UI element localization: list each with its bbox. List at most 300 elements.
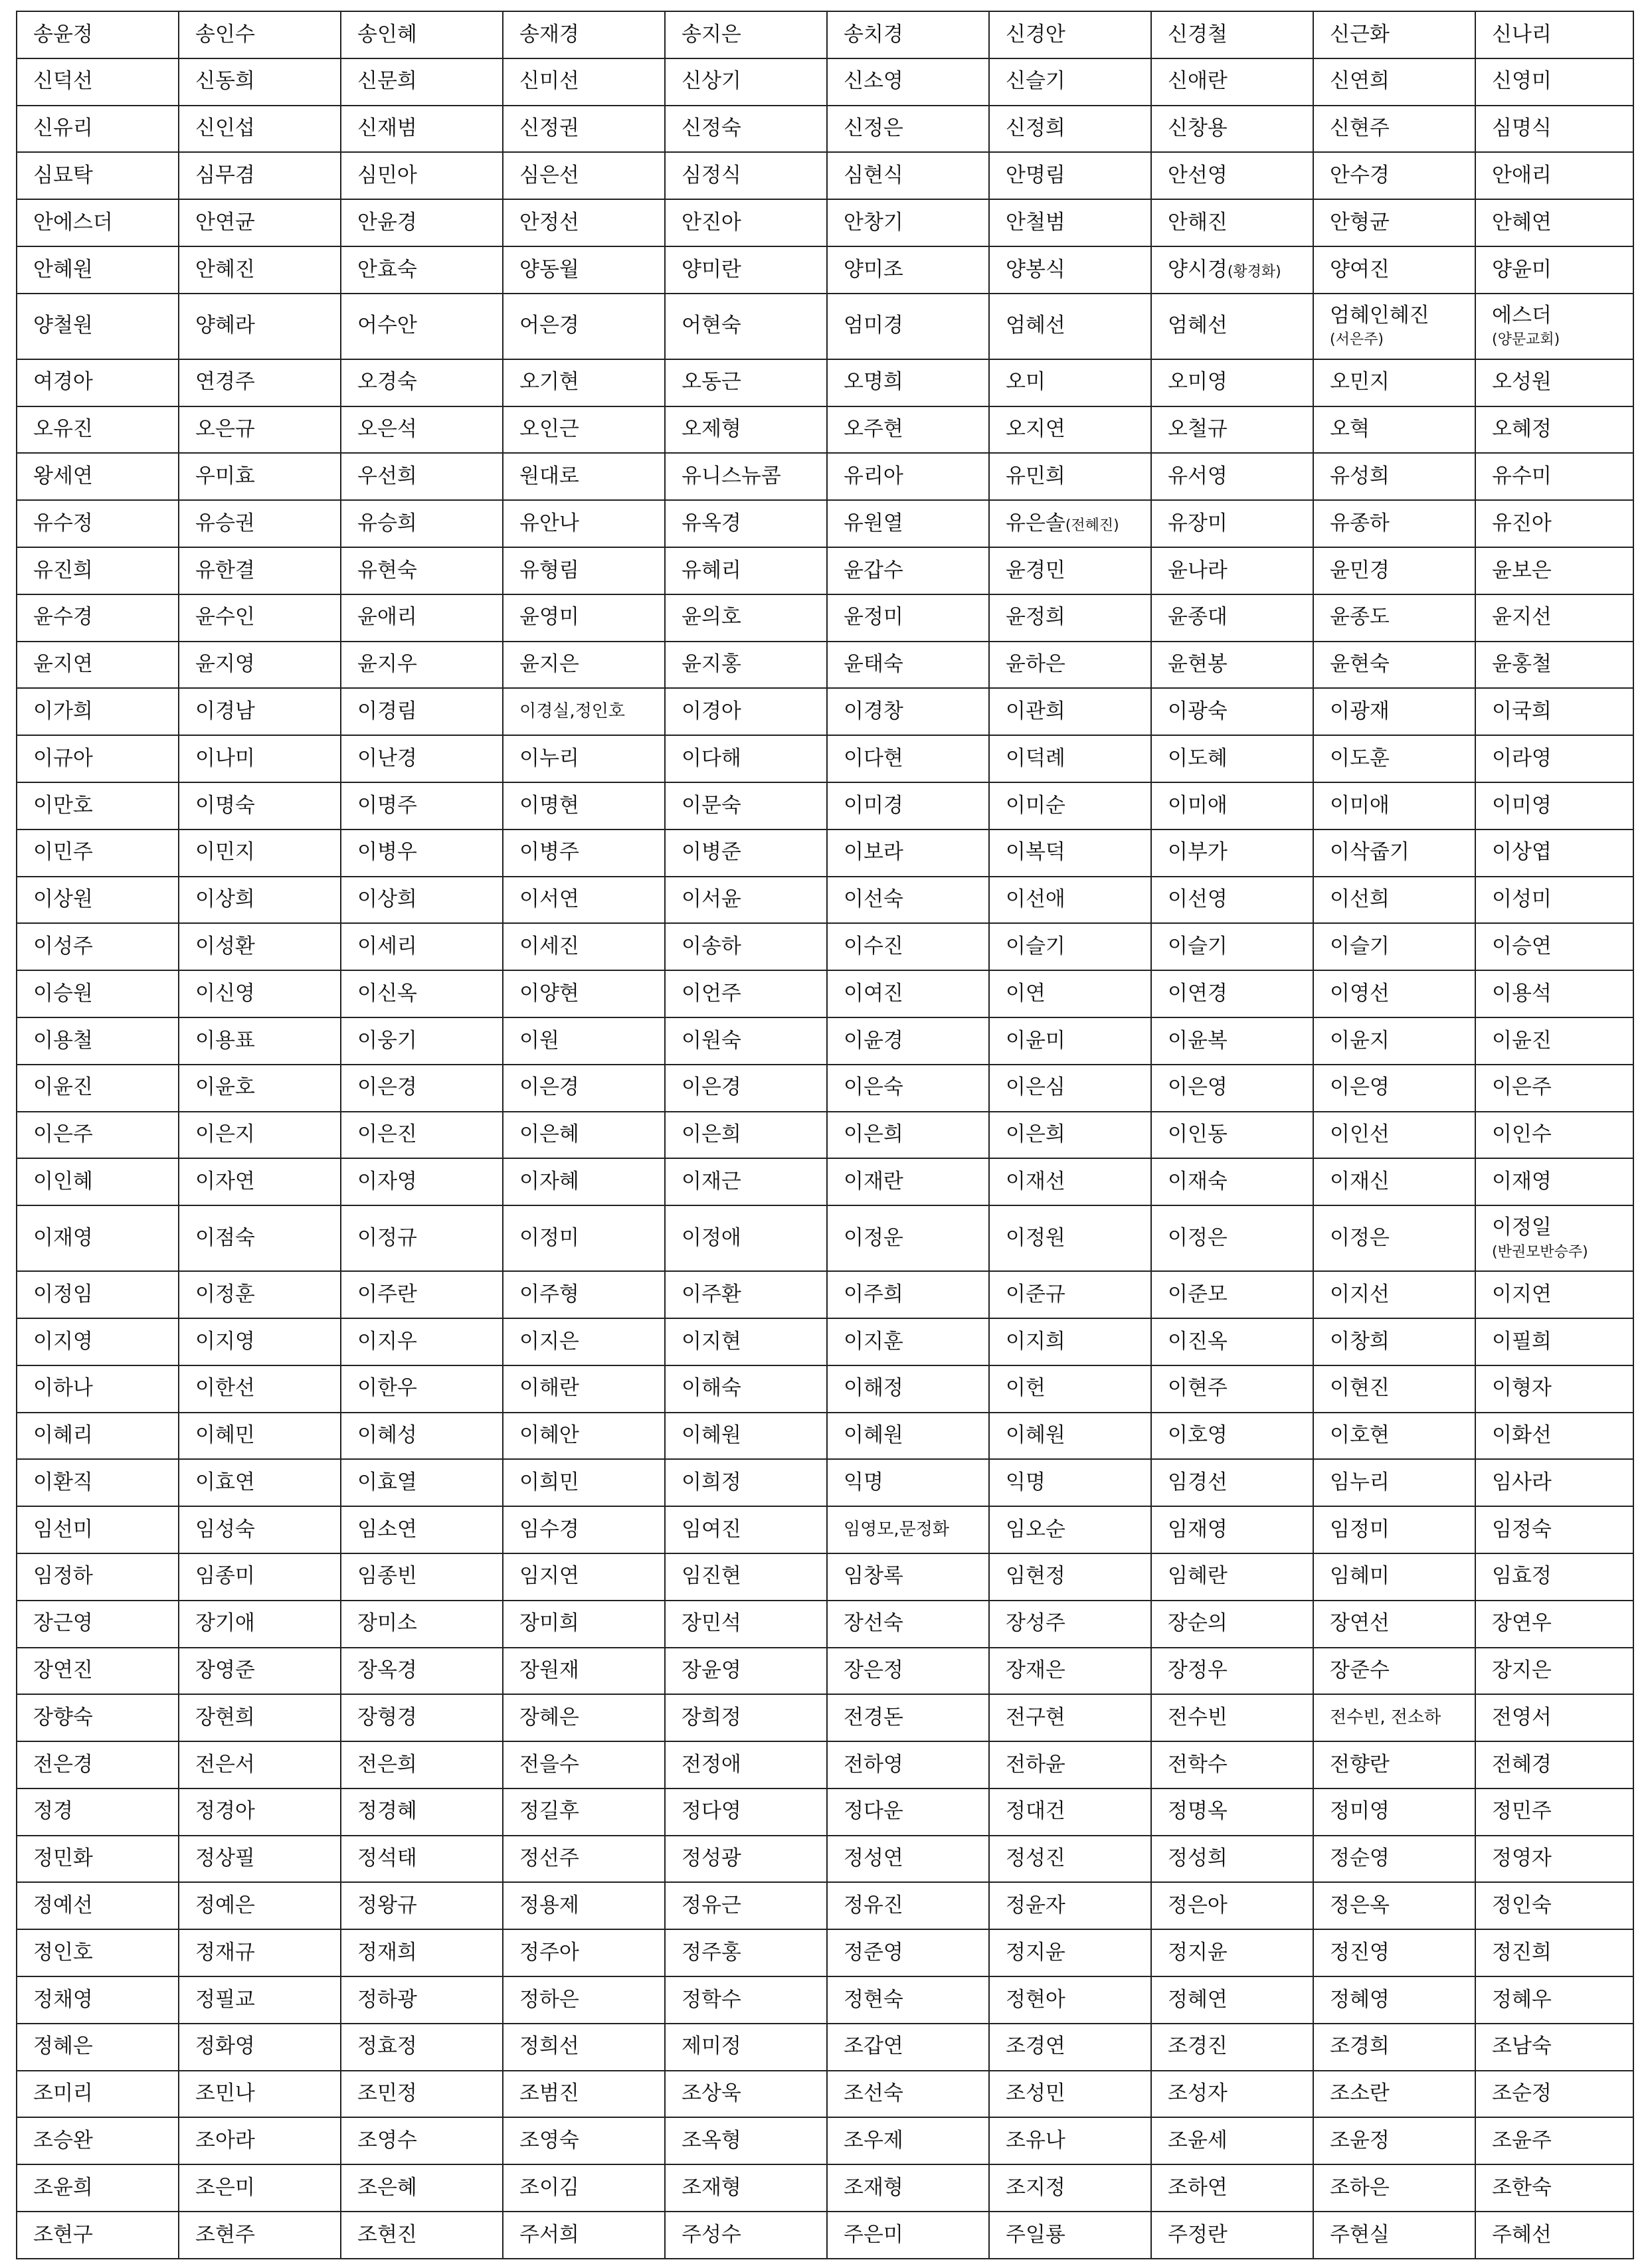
name-cell: 정혜은 [17,2024,179,2071]
name-text: 유은솔 [1006,511,1065,535]
name-cell: 정하은 [503,1976,665,2024]
name-cell: 이여진 [827,970,989,1017]
name-cell: 장연선 [1313,1601,1475,1648]
name-cell: 이현주 [1151,1365,1313,1413]
name-cell: 이화선 [1475,1413,1633,1460]
name-cell: 양윤미 [1475,246,1633,294]
table-row [17,406,1633,454]
name-cell: 전은서 [179,1741,341,1788]
name-cell: 정주아 [503,1929,665,1976]
name-cell [1313,294,1475,359]
name-cell: 장지은 [1475,1648,1633,1695]
name-cell: 이정은 [1151,1205,1313,1271]
name-cell: 양미란 [665,246,827,294]
name-cell: 이주환 [665,1271,827,1318]
name-cell: 정길후 [503,1788,665,1836]
name-cell: 정지윤 [989,1929,1151,1976]
name-cell: 송지은 [665,11,827,58]
name-cell: 윤종도 [1313,594,1475,642]
name-cell: 장선숙 [827,1601,989,1648]
name-cell: 윤지은 [503,642,665,689]
name-cell: 조민나 [179,2071,341,2118]
table-row [17,1648,1633,1695]
name-cell: 양동월 [503,246,665,294]
name-cell: 이성환 [179,923,341,970]
name-cell: 이병준 [665,829,827,877]
name-annotation: (서은주) [1330,331,1384,349]
name-cell: 오성원 [1475,359,1633,406]
name-cell: 안윤경 [341,199,503,246]
name-cell: 주은미 [827,2212,989,2259]
name-cell: 이혜리 [17,1413,179,1460]
name-cell: 조순정 [1475,2071,1633,2118]
name-cell: 송인수 [179,11,341,58]
name-cell: 이미영 [1475,782,1633,829]
name-cell: 이연경 [1151,970,1313,1017]
name-cell: 이은지 [179,1112,341,1159]
name-cell: 조지정 [989,2164,1151,2212]
name-cell: 신슬기 [989,58,1151,106]
name-cell: 이광숙 [1151,688,1313,735]
name-cell: 주성수 [665,2212,827,2259]
table-row [17,1318,1633,1365]
table-row [17,2212,1633,2259]
table-row [17,735,1633,782]
name-cell: 이미순 [989,782,1151,829]
table-row [17,453,1633,500]
name-cell: 이병우 [341,829,503,877]
name-cell: 익명 [989,1459,1151,1506]
name-cell: 우선희 [341,453,503,500]
name-cell: 이혜원 [827,1413,989,1460]
name-cell: 양혜라 [179,294,341,359]
name-cell: 심은선 [503,152,665,199]
name-cell: 이현진 [1313,1365,1475,1413]
name-cell: 이정은 [1313,1205,1475,1271]
name-cell: 이정규 [341,1205,503,1271]
name-cell: 이주형 [503,1271,665,1318]
name-cell: 이은경 [341,1065,503,1112]
name-cell: 조재형 [665,2164,827,2212]
name-cell: 정민화 [17,1836,179,1883]
name-cell: 이병주 [503,829,665,877]
name-cell: 임재영 [1151,1506,1313,1553]
name-cell: 윤종대 [1151,594,1313,642]
name-cell: 이은주 [1475,1065,1633,1112]
name-cell: 안명림 [989,152,1151,199]
name-cell: 정예은 [179,1882,341,1929]
name-cell: 정인숙 [1475,1882,1633,1929]
table-row [17,1882,1633,1929]
name-cell: 윤애리 [341,594,503,642]
name-cell: 이정훈 [179,1271,341,1318]
name-cell: 유옥경 [665,500,827,547]
name-cell: 윤정미 [827,594,989,642]
name-cell: 조현주 [179,2212,341,2259]
name-cell: 정현아 [989,1976,1151,2024]
table-row [17,1065,1633,1112]
name-cell: 이호현 [1313,1413,1475,1460]
name-cell: 엄혜선 [1151,294,1313,359]
table-row [17,1506,1633,1553]
name-cell: 임선미 [17,1506,179,1553]
name-cell: 임창록 [827,1553,989,1601]
name-cell: 유리아 [827,453,989,500]
name-cell: 이정애 [665,1205,827,1271]
name-cell [989,500,1151,547]
name-cell: 심현식 [827,152,989,199]
name-cell: 이보라 [827,829,989,877]
name-cell: 이선숙 [827,877,989,924]
name-cell: 정혜영 [1313,1976,1475,2024]
table-row [17,970,1633,1017]
name-cell: 임소연 [341,1506,503,1553]
name-cell: 이은혜 [503,1112,665,1159]
table-row [17,1836,1633,1883]
name-cell: 신애란 [1151,58,1313,106]
name-cell: 엄혜선 [989,294,1151,359]
name-cell: 이지연 [1475,1271,1633,1318]
name-cell: 이승연 [1475,923,1633,970]
name-cell: 전영서 [1475,1694,1633,1741]
name-cell: 임효정 [1475,1553,1633,1601]
name-cell: 정혜연 [1151,1976,1313,2024]
name-cell: 이양현 [503,970,665,1017]
name-cell: 장재은 [989,1648,1151,1695]
table-row [17,152,1633,199]
name-cell: 조범진 [503,2071,665,2118]
name-cell: 유성희 [1313,453,1475,500]
table-row [17,2024,1633,2071]
name-cell: 장연우 [1475,1601,1633,1648]
name-cell: 이은심 [989,1065,1151,1112]
table-row [17,1741,1633,1788]
table-row [17,1112,1633,1159]
name-cell: 유서영 [1151,453,1313,500]
name-cell: 유승권 [179,500,341,547]
name-cell: 이삭줍기 [1313,829,1475,877]
name-cell: 윤지선 [1475,594,1633,642]
name-cell: 안수경 [1313,152,1475,199]
name-cell: 신정숙 [665,106,827,153]
name-cell: 장향숙 [17,1694,179,1741]
name-cell: 조옥형 [665,2117,827,2164]
name-cell: 이상희 [179,877,341,924]
name-cell: 조갑연 [827,2024,989,2071]
name-cell: 윤하은 [989,642,1151,689]
name-cell: 신현주 [1313,106,1475,153]
name-cell: 이한우 [341,1365,503,1413]
name-cell: 정주홍 [665,1929,827,1976]
name-cell: 정성진 [989,1836,1151,1883]
name-cell: 유승희 [341,500,503,547]
name-cell: 조은혜 [341,2164,503,2212]
name-cell: 이미애 [1151,782,1313,829]
name-cell: 안에스더 [17,199,179,246]
name-cell: 안창기 [827,199,989,246]
name-cell: 유민희 [989,453,1151,500]
table-row [17,11,1633,58]
name-cell: 조성민 [989,2071,1151,2118]
name-cell: 유현숙 [341,547,503,594]
name-cell: 조윤주 [1475,2117,1633,2164]
name-cell: 이지영 [179,1318,341,1365]
name-cell: 이지선 [1313,1271,1475,1318]
name-cell [1475,1205,1633,1271]
name-cell: 이은경 [665,1065,827,1112]
name-cell: 오인근 [503,406,665,454]
name-cell: 이신영 [179,970,341,1017]
name-cell: 임사라 [1475,1459,1633,1506]
name-text: 엄혜인혜진 [1330,303,1429,327]
name-cell: 이은영 [1151,1065,1313,1112]
name-cell: 이하나 [17,1365,179,1413]
table-row [17,642,1633,689]
name-cell: 윤지홍 [665,642,827,689]
name-cell: 윤지우 [341,642,503,689]
name-cell: 신창용 [1151,106,1313,153]
name-cell: 이혜원 [989,1413,1151,1460]
name-cell: 이다해 [665,735,827,782]
name-cell: 신영미 [1475,58,1633,106]
name-cell: 안해진 [1151,199,1313,246]
name-cell: 조선숙 [827,2071,989,2118]
name-cell: 조민정 [341,2071,503,2118]
name-cell: 이윤진 [1475,1017,1633,1065]
name-cell: 정왕규 [341,1882,503,1929]
name-cell: 이은희 [665,1112,827,1159]
name-cell: 이재근 [665,1158,827,1205]
name-cell: 장미소 [341,1601,503,1648]
name-cell: 어수안 [341,294,503,359]
table-row [17,199,1633,246]
name-cell: 윤수경 [17,594,179,642]
name-cell: 이한선 [179,1365,341,1413]
table-row [17,923,1633,970]
name-cell: 신유리 [17,106,179,153]
name-cell: 왕세연 [17,453,179,500]
name-cell: 주정란 [1151,2212,1313,2259]
name-cell: 신인섭 [179,106,341,153]
name-cell: 정다운 [827,1788,989,1836]
name-cell: 주현실 [1313,2212,1475,2259]
name-text: 에스더 [1492,303,1552,327]
name-cell: 정성희 [1151,1836,1313,1883]
name-cell: 윤경민 [989,547,1151,594]
name-cell: 이문숙 [665,782,827,829]
name-cell: 윤현봉 [1151,642,1313,689]
table-row [17,1788,1633,1836]
name-cell: 조윤세 [1151,2117,1313,2164]
name-cell: 주일룡 [989,2212,1151,2259]
table-row [17,547,1633,594]
name-cell: 여경아 [17,359,179,406]
table-row [17,1553,1633,1601]
name-cell: 송치경 [827,11,989,58]
name-cell: 이경남 [179,688,341,735]
table-row [17,1365,1633,1413]
name-cell: 안선영 [1151,152,1313,199]
name-cell: 이선애 [989,877,1151,924]
name-cell: 이자영 [341,1158,503,1205]
name-cell: 오동근 [665,359,827,406]
name-cell: 이자연 [179,1158,341,1205]
name-cell: 이주희 [827,1271,989,1318]
name-cell: 장영준 [179,1648,341,1695]
name-cell: 이은희 [827,1112,989,1159]
name-cell: 안혜연 [1475,199,1633,246]
name-cell: 이상엽 [1475,829,1633,877]
name-cell: 이혜원 [665,1413,827,1460]
name-cell: 심무겸 [179,152,341,199]
name-annotation: (양문교회) [1492,331,1560,349]
name-cell: 정현숙 [827,1976,989,2024]
name-cell: 이누리 [503,735,665,782]
name-cell: 신근화 [1313,11,1475,58]
name-cell: 신동희 [179,58,341,106]
name-cell: 장근영 [17,1601,179,1648]
name-cell: 임수경 [503,1506,665,1553]
name-cell: 이수진 [827,923,989,970]
name-cell: 오유진 [17,406,179,454]
name-cell: 유한결 [179,547,341,594]
name-cell: 정예선 [17,1882,179,1929]
name-cell: 정필교 [179,1976,341,2024]
name-cell: 유종하 [1313,500,1475,547]
name-cell: 이환직 [17,1459,179,1506]
table-row [17,500,1633,547]
name-cell: 이지은 [503,1318,665,1365]
name-cell: 양봉식 [989,246,1151,294]
name-cell: 정학수 [665,1976,827,2024]
name-cell: 유수미 [1475,453,1633,500]
name-cell: 임진현 [665,1553,827,1601]
name-cell: 이인동 [1151,1112,1313,1159]
name-cell: 장현희 [179,1694,341,1741]
name-cell: 조유나 [989,2117,1151,2164]
name-cell: 연경주 [179,359,341,406]
name-cell: 신미선 [503,58,665,106]
name-cell: 임종빈 [341,1553,503,1601]
name-cell: 이신옥 [341,970,503,1017]
name-cell: 정혜우 [1475,1976,1633,2024]
name-cell: 이창희 [1313,1318,1475,1365]
name-cell: 장순의 [1151,1601,1313,1648]
name-cell: 전정애 [665,1741,827,1788]
name-cell: 이명주 [341,782,503,829]
name-cell: 이은영 [1313,1065,1475,1112]
name-cell: 오철규 [1151,406,1313,454]
name-cell: 유혜리 [665,547,827,594]
name-cell: 윤보은 [1475,547,1633,594]
table-row [17,58,1633,106]
name-cell: 정다영 [665,1788,827,1836]
name-cell: 이희민 [503,1459,665,1506]
name-cell: 조윤희 [17,2164,179,2212]
table-row [17,1694,1633,1741]
name-cell: 이슬기 [989,923,1151,970]
name-cell: 이인선 [1313,1112,1475,1159]
name-cell: 장옥경 [341,1648,503,1695]
name-cell: 조경진 [1151,2024,1313,2071]
name-cell: 정용제 [503,1882,665,1929]
name-cell: 오제형 [665,406,827,454]
name-cell: 오명희 [827,359,989,406]
name-cell: 장연진 [17,1648,179,1695]
name-annotation: (전혜진) [1065,517,1119,534]
name-cell: 이재숙 [1151,1158,1313,1205]
name-cell: 이부가 [1151,829,1313,877]
name-cell: 이정임 [17,1271,179,1318]
name-cell: 이경림 [341,688,503,735]
name-cell: 신경안 [989,11,1151,58]
name-cell: 이윤미 [989,1017,1151,1065]
name-cell: 송재경 [503,11,665,58]
name-cell: 이윤복 [1151,1017,1313,1065]
name-annotation: (황경화) [1227,263,1281,280]
name-cell: 정희선 [503,2024,665,2071]
table-row [17,594,1633,642]
name-cell: 정경아 [179,1788,341,1836]
name-cell: 정윤자 [989,1882,1151,1929]
name-cell: 윤현숙 [1313,642,1475,689]
name-cell: 조남숙 [1475,2024,1633,2071]
name-cell: 정성연 [827,1836,989,1883]
name-cell: 정은옥 [1313,1882,1475,1929]
name-cell: 정진영 [1313,1929,1475,1976]
name-cell: 오미영 [1151,359,1313,406]
table-row [17,829,1633,877]
name-cell: 전은희 [341,1741,503,1788]
name-cell: 조이김 [503,2164,665,2212]
name-cell: 정명옥 [1151,1788,1313,1836]
name-cell: 이재선 [989,1158,1151,1205]
name-cell: 이원 [503,1017,665,1065]
name-cell: 이은주 [17,1112,179,1159]
name-cell: 신정희 [989,106,1151,153]
name-cell: 윤정희 [989,594,1151,642]
name-cell: 조재형 [827,2164,989,2212]
name-cell: 신소영 [827,58,989,106]
name-cell: 전은경 [17,1741,179,1788]
name-cell: 정인호 [17,1929,179,1976]
name-cell: 신연희 [1313,58,1475,106]
name-cell: 장은정 [827,1648,989,1695]
name-cell: 송인혜 [341,11,503,58]
name-cell: 조성자 [1151,2071,1313,2118]
name-cell: 임영모,문정화 [827,1506,989,1553]
name-cell: 이슬기 [1313,923,1475,970]
name-cell: 유진희 [17,547,179,594]
name-cell: 이해숙 [665,1365,827,1413]
name-cell: 윤지연 [17,642,179,689]
name-cell: 이세진 [503,923,665,970]
name-cell: 이희정 [665,1459,827,1506]
name-cell: 이승원 [17,970,179,1017]
name-cell: 신덕선 [17,58,179,106]
name-cell: 이민지 [179,829,341,877]
name-cell: 정순영 [1313,1836,1475,1883]
name-cell: 안혜진 [179,246,341,294]
name-cell: 장민석 [665,1601,827,1648]
name-cell: 이경아 [665,688,827,735]
name-cell: 이선희 [1313,877,1475,924]
name-cell: 이경실,정인호 [503,688,665,735]
name-cell: 이나미 [179,735,341,782]
name-cell: 정유근 [665,1882,827,1929]
name-cell: 이만호 [17,782,179,829]
name-cell: 이명숙 [179,782,341,829]
